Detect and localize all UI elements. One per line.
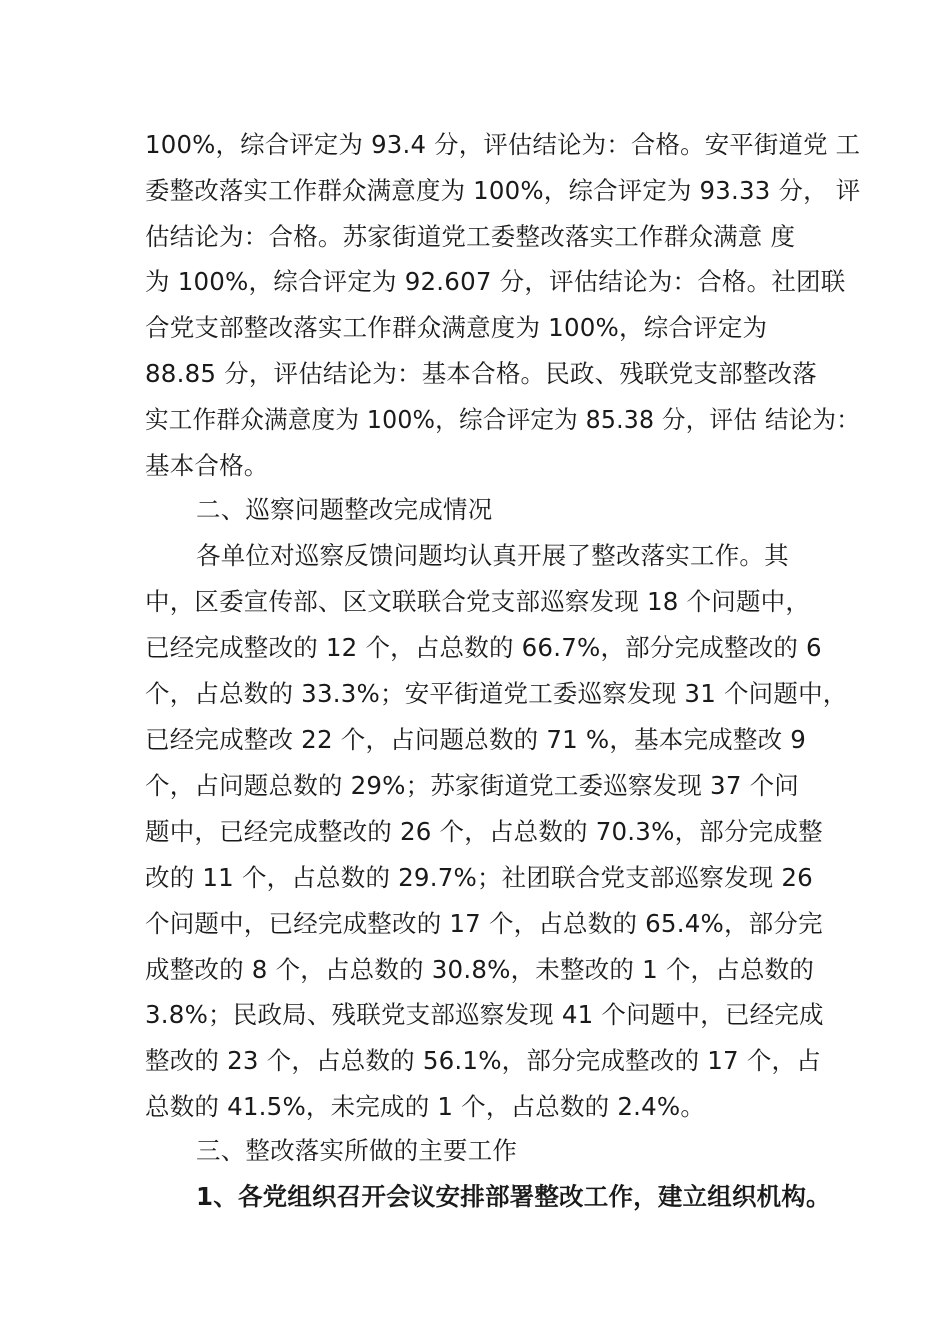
text-line: 100%，综合评定为 93.4 分，评估结论为：合格。安平街道党 工 xyxy=(145,130,861,159)
text-line: 3.8%；民政局、残联党支部巡察发现 41 个问题中，已经完成 xyxy=(145,1000,824,1029)
text-line: 估结论为：合格。苏家街道党工委整改落实工作群众满意 度 xyxy=(145,222,796,251)
text-line: 合党支部整改落实工作群众满意度为 100%，综合评定为 xyxy=(145,313,768,342)
section-heading-3: 三、整改落实所做的主要工作 xyxy=(196,1136,518,1165)
text-line: 实工作群众满意度为 100%，综合评定为 85.38 分，评估 结论为： xyxy=(145,405,861,434)
paragraph-first-line: 各单位对巡察反馈问题均认真开展了整改落实工作。其 xyxy=(196,541,789,570)
text-line: 成整改的 8 个，占总数的 30.8%，未整改的 1 个，占总数的 xyxy=(145,955,815,984)
text-line: 个，占总数的 33.3%；安平街道党工委巡察发现 31 个问题中， xyxy=(145,679,848,708)
text-line: 为 100%，综合评定为 92.607 分，评估结论为：合格。社团联 xyxy=(145,267,846,296)
text-line: 基本合格。 xyxy=(145,451,269,480)
section-heading-2: 二、巡察问题整改完成情况 xyxy=(196,495,493,524)
text-line: 已经完成整改的 12 个，占总数的 66.7%，部分完成整改的 6 xyxy=(145,633,822,662)
text-line: 整改的 23 个，占总数的 56.1%，部分完成整改的 17 个，占 xyxy=(145,1046,821,1075)
subheading-1: 1、各党组织召开会议安排部署整改工作，建立组织机构。 xyxy=(196,1182,831,1211)
text-line: 已经完成整改 22 个，占问题总数的 71 %，基本完成整改 9 xyxy=(145,725,807,754)
text-line: 总数的 41.5%，未完成的 1 个，占总数的 2.4%。 xyxy=(145,1092,706,1121)
text-line: 中，区委宣传部、区文联联合党支部巡察发现 18 个问题中， xyxy=(145,587,811,616)
text-line: 88.85 分，评估结论为：基本合格。民政、残联党支部整改落 xyxy=(145,359,817,388)
text-line: 题中，已经完成整改的 26 个，占总数的 70.3%，部分完成整 xyxy=(145,817,823,846)
text-line: 委整改落实工作群众满意度为 100%，综合评定为 93.33 分， 评 xyxy=(145,176,861,205)
text-line: 个问题中，已经完成整改的 17 个，占总数的 65.4%，部分完 xyxy=(145,909,823,938)
text-line: 个，占问题总数的 29%；苏家街道党工委巡察发现 37 个问 xyxy=(145,771,799,800)
text-line: 改的 11 个，占总数的 29.7%；社团联合党支部巡察发现 26 xyxy=(145,863,813,892)
